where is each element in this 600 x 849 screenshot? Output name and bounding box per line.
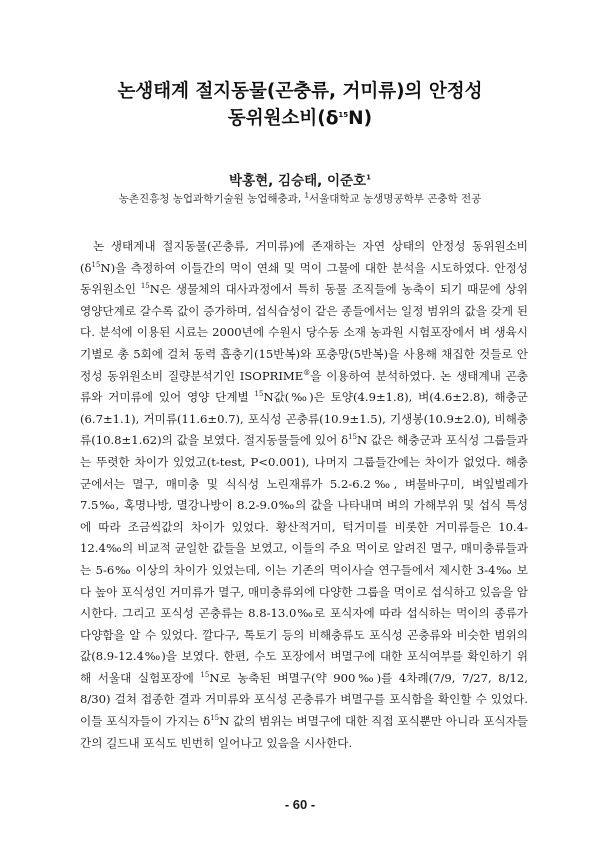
isotope-sup: 15 <box>140 282 150 291</box>
affiliation-part1: 농촌진흥청 농업과학기술원 농업해충과, <box>118 193 305 205</box>
abstract-body <box>80 236 528 754</box>
abstract-paragraph <box>80 236 528 754</box>
abstract-segment: N)을 측정하여 이들간의 먹이 연쇄 및 먹이 그물에 대한 분석을 시도하였다. 안정성 동위원소인 <box>80 260 528 297</box>
title-delta: δ <box>325 108 339 129</box>
registered-mark: ® <box>303 368 311 377</box>
isotope-sup: 15 <box>200 671 210 680</box>
author-sup: 1 <box>366 173 371 182</box>
isotope-sup: 15 <box>210 714 220 723</box>
page-number: - 60 - <box>284 797 316 812</box>
title-suffix: N) <box>348 108 373 129</box>
author-names: 박홍현, 김승태, 이준호 <box>229 173 367 189</box>
isotope-sup: 15 <box>91 260 101 269</box>
abstract-segment: 을 이용하여 분석하였다. 논 생태계내 곤충류와 거미류에 있어 영양 단계별 <box>80 368 528 405</box>
title-sup: 15 <box>338 110 349 119</box>
title-prefix: 동위원소비( <box>227 108 326 129</box>
paper-title-line1: 논생태계 절지동물(곤충류, 거미류)의 안정성 <box>117 81 483 102</box>
isotope-sup: 15 <box>348 433 358 442</box>
abstract-segment: N로 농축된 벼멸구(약 900‰)를 4차례(7/9, 7/27, 8/12, 8/30) 걸쳐 접종한 결과 거미류와 포식성 곤충류가 벼멸구를 포식함을 확인할 수 있었다. 이들 포식자들이 가지는 δ <box>80 670 528 729</box>
paper-title-line2 <box>0 104 600 130</box>
affiliation-sup: 1 <box>304 191 309 200</box>
abstract-segment: N값(‰)은 토양(4.9±1.8), 벼(4.6±2.8), 해충군(6.7±1.1), 거미류(11.6±0.7), 포식성 곤충류(10.9±1.5), 기생봉(10.9±2.0), 비해충류(10.8±1.62)의 값을 보였다. 절지동물들에 있어 δ <box>80 390 528 448</box>
abstract-segment: N 값은 해충군과 포식성 그룹들과는 뚜렷한 차이가 있었고(t-test, P<0.001), 나머지 그룹들간에는 차이가 없었다. 해충군에서는 멸구, 매미충 및 식식성 노린재류가 5.2-6.2‰, 벼물바구미, 벼잎벌레가 7.5‰, 혹명나방, 멸강나방이 8.2-9.0‰의 값을 나타내며 벼의 가해부위 및 섭식 특성에 따라 조금씩값의 차이가 있었다. 황산적거미, 턱거미를 비롯한 거미류들은 10.4-12.4‰의 비교적 균일한 값들을 보였고, 이들의 주요 먹이로 알려진 멸구, 매미충류들과는 5-6‰ 이상의 차이가 있었는데, 이는 기존의 먹이사슬 연구들에서 제시한 3-4‰ 보다 높아 포식성인 거미류가 멸구, 매미충류외에 다양한 그룹을 먹이로 섭식하고 있음을 암시한다. 그리고 포식성 곤충류는 8.8-13.0‰로 포식자에 따라 섭식하는 먹이의 종류가 다양함을 알 수 있었다. 깔다구, 톡토기 등의 비해충류도 포식성 곤충류와 비슷한 범위의 값(8.9-12.4‰)을 보였다. 한편, 수도 포장에서 벼멸구에 대한 포식여부를 확인하기 위해 서울대 실험포장에 <box>80 433 528 685</box>
author-list <box>0 169 600 189</box>
abstract-segment: N 값의 범위는 벼멸구에 대한 직접 포식뿐만 아니라 포식자들간의 길드내 포식도 빈번히 일어나고 있음을 시사한다. <box>80 714 528 750</box>
abstract-segment: 논 생태계내 절지동물(곤충류, 거미류)에 존재하는 자연 상태의 안정성 동위원소비(δ <box>80 239 528 275</box>
affiliation-part2: 서울대학교 농생명공학부 곤충학 전공 <box>308 193 482 205</box>
abstract-segment: N은 생물체의 대사과정에서 특히 동물 조직들에 농축이 되기 때문에 상위 영양단계로 갈수록 값이 증가하며, 섭식습성이 같은 종들에서는 일정 범위의 값을 갖게 된다. 분석에 이용된 시료는 2000년에 수원시 당수동 소재 농과원 시험포장에서 벼 생육시기별로 총 5회에 걸쳐 동력 흡충기(15반복)와 포충망(5반복)을 사용해 채집한 것들로 안정성 동위원소비 질량분석기인 ISOPRIME <box>80 282 528 383</box>
affiliation <box>0 191 600 206</box>
isotope-sup: 15 <box>254 390 264 399</box>
